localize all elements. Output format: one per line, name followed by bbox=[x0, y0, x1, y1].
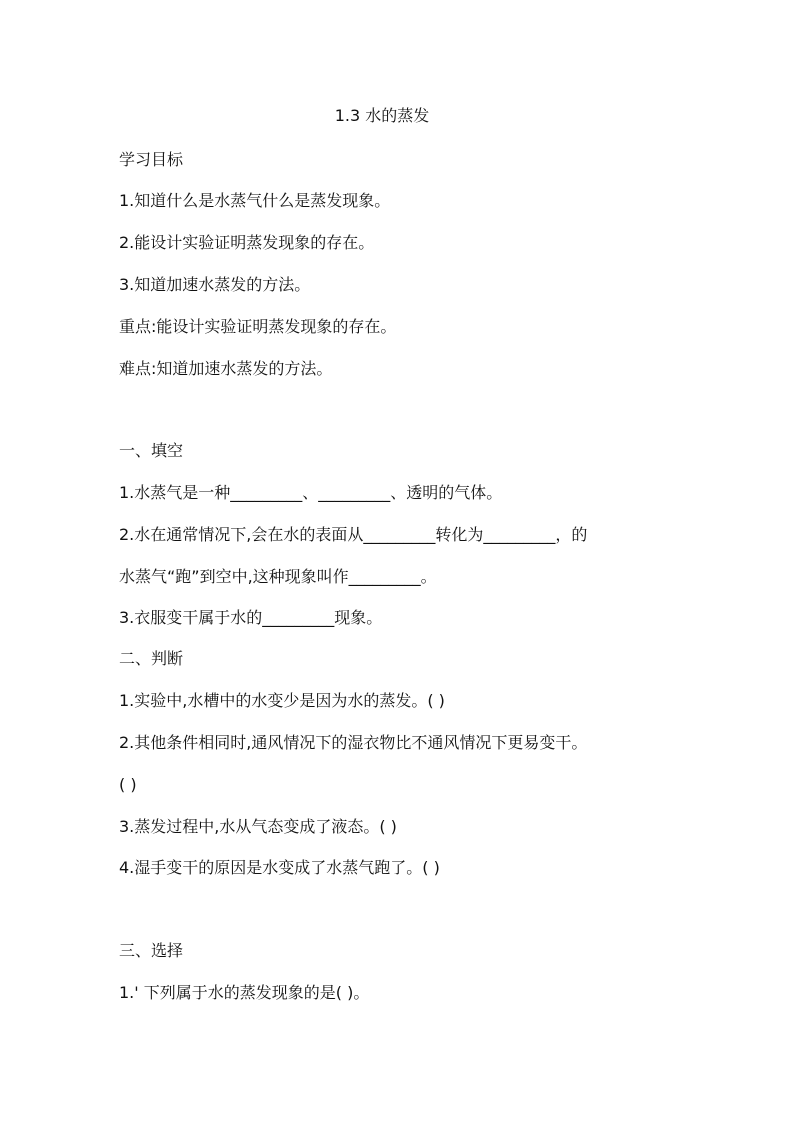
fill-blank-question-2-line-2: 水蒸气“跑”到空中,这种现象叫作_________。 bbox=[119, 567, 437, 586]
page-title: 1.3 水的蒸发 bbox=[334, 106, 430, 125]
fill-blank-question-3: 3.衣服变干属于水的_________现象。 bbox=[119, 608, 383, 627]
objective-item-3: 3.知道加速水蒸发的方法。 bbox=[119, 275, 311, 294]
objectives-heading: 学习目标 bbox=[119, 150, 184, 169]
objective-item-2: 2.能设计实验证明蒸发现象的存在。 bbox=[119, 233, 375, 252]
judge-question-2-line-2: ( ) bbox=[119, 775, 137, 794]
fill-blank-heading: 一、填空 bbox=[119, 441, 184, 460]
judge-question-3: 3.蒸发过程中,水从气态变成了液态。( ) bbox=[119, 817, 397, 836]
key-point: 重点:能设计实验证明蒸发现象的存在。 bbox=[119, 317, 397, 336]
choice-question-1: 1.' 下列属于水的蒸发现象的是( )。 bbox=[119, 983, 370, 1002]
objective-item-1: 1.知道什么是水蒸气什么是蒸发现象。 bbox=[119, 191, 391, 210]
fill-blank-question-1: 1.水蒸气是一种_________、_________、透明的气体。 bbox=[119, 483, 503, 502]
judge-heading: 二、判断 bbox=[119, 649, 184, 668]
judge-question-1: 1.实验中,水槽中的水变少是因为水的蒸发。( ) bbox=[119, 691, 445, 710]
fill-blank-question-2-line-1: 2.水在通常情况下,会在水的表面从_________转化为_________，的 bbox=[119, 525, 588, 544]
choice-heading: 三、选择 bbox=[119, 941, 184, 960]
judge-question-4: 4.湿手变干的原因是水变成了水蒸气跑了。( ) bbox=[119, 858, 440, 877]
difficult-point: 难点:知道加速水蒸发的方法。 bbox=[119, 359, 333, 378]
judge-question-2-line-1: 2.其他条件相同时,通风情况下的湿衣物比不通风情况下更易变干。 bbox=[119, 733, 588, 752]
